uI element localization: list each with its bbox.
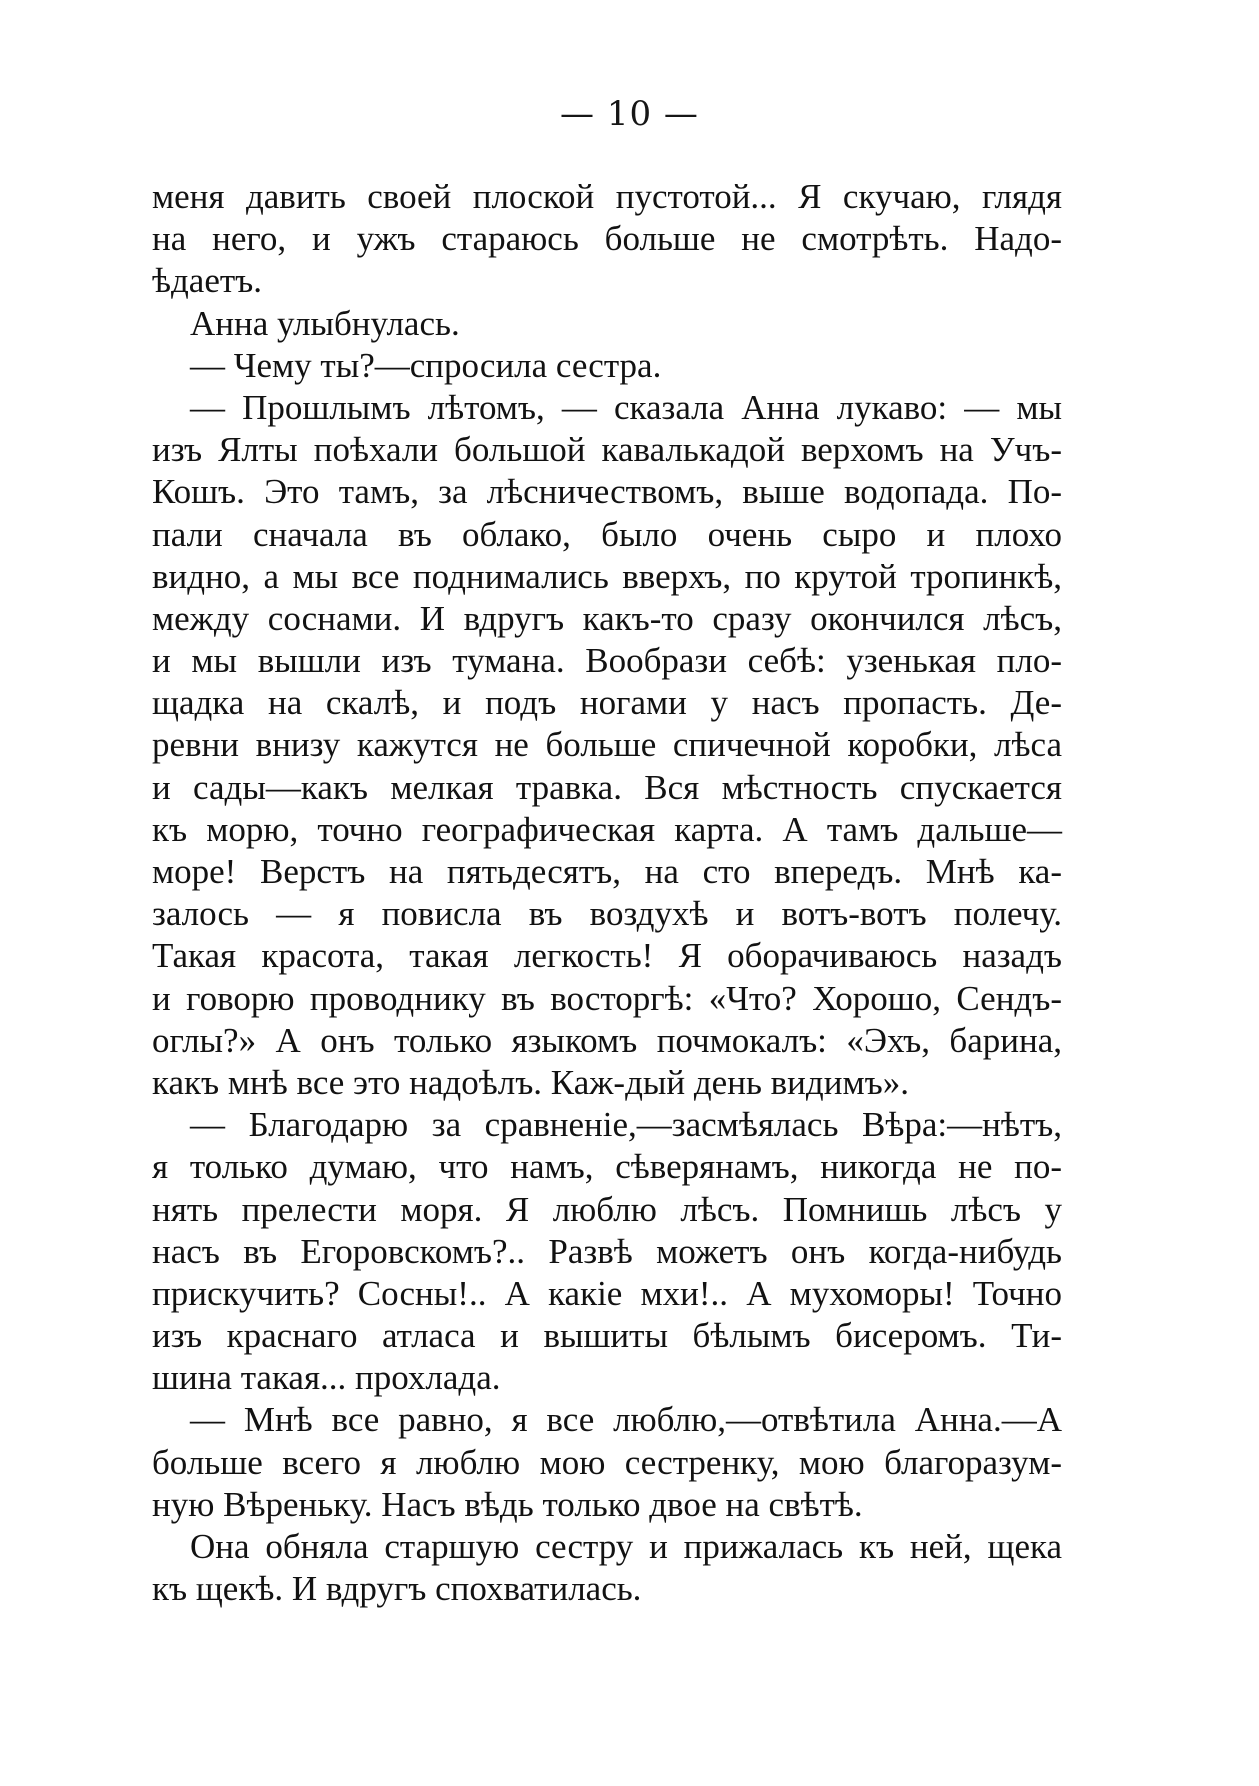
text-line: какъ мнѣ все это надоѣлъ. Каж-дый день видимъ». (152, 1062, 909, 1102)
text-line: изъ Ялты поѣхали большой кавалькадой верхомъ на Учъ- (152, 430, 1062, 470)
text-line: Такая красота, такая легкость! Я оборачиваюсь назадъ (152, 936, 1062, 976)
text-line: — Прошлымъ лѣтомъ, — сказала Анна лукаво: — мы (190, 387, 1062, 427)
text-line: я только думаю, что намъ, сѣверянамъ, никогда не по- (152, 1147, 1062, 1187)
text-line: больше всего я люблю мою сестренку, мою благоразум- (152, 1442, 1062, 1482)
text-line: изъ краснаго атласа и вышиты бѣлымъ бисеромъ. Ти- (152, 1316, 1062, 1356)
text-line: пали сначала въ облако, было очень сыро и плохо (152, 514, 1062, 554)
text-line: къ морю, точно географическая карта. А тамъ дальше— (152, 809, 1062, 849)
text-line: Кошъ. Это тамъ, за лѣсничествомъ, выше водопада. По- (152, 472, 1062, 512)
text-line: залось — я повисла въ воздухѣ и вотъ-вотъ полечу. (152, 894, 1062, 934)
text-line: щадка на скалѣ, и подъ ногами у насъ пропасть. Де- (152, 683, 1062, 723)
text-line: шина такая... прохлада. (152, 1358, 501, 1398)
text-line: прискучить? Сосны!.. А какіе мхи!.. А мухоморы! Точно (152, 1273, 1062, 1313)
text-line: — Мнѣ все равно, я все люблю,—отвѣтила Анна.—А (190, 1400, 1062, 1440)
text-line: Она обняла старшую сестру и прижалась къ ней, щека (190, 1527, 1062, 1566)
text-line: нять прелести моря. Я люблю лѣсъ. Помнишь лѣсъ у (152, 1189, 1062, 1229)
text-line: ѣдаетъ. (152, 261, 263, 301)
body-text (152, 176, 1062, 1610)
text-line: ревни внизу кажутся не больше спичечной коробки, лѣса (152, 725, 1062, 765)
text-line: и мы вышли изъ тумана. Вообрази себѣ: узенькая пло- (152, 641, 1062, 681)
page-number: — 10 — (560, 94, 699, 134)
text-line: меня давить своей плоской пустотой... Я скучаю, глядя (152, 177, 1062, 216)
text-line: къ щекѣ. И вдругъ спохватилась. (152, 1569, 642, 1609)
text-line: море! Верстъ на пятьдесятъ, на сто впередъ. Мнѣ ка- (152, 852, 1062, 891)
text-line: — Чему ты?—спросила сестра. (190, 345, 662, 385)
text-line: насъ въ Егоровскомъ?.. Развѣ можетъ онъ когда-нибудь (152, 1231, 1062, 1271)
text-line: Анна улыбнулась. (190, 303, 460, 343)
text-line: между соснами. И вдругъ какъ-то сразу окончился лѣсъ, (152, 598, 1062, 638)
text-line: оглы?» А онъ только языкомъ почмокалъ: «Эхъ, барина, (152, 1020, 1062, 1060)
text-line: и говорю проводнику въ восторгѣ: «Что? Хорошо, Сендъ- (152, 978, 1062, 1018)
text-line: ную Вѣреньку. Насъ вѣдь только двое на свѣтѣ. (152, 1484, 863, 1524)
text-line: видно, а мы все поднимались вверхъ, по крутой тропинкѣ, (152, 556, 1062, 596)
text-line: и сады—какъ мелкая травка. Вся мѣстность спускается (152, 767, 1062, 807)
text-line: на него, и ужъ стараюсь больше не смотрѣть. Надо- (152, 219, 1062, 259)
text-line: — Благодарю за сравненіе,—засмѣялась Вѣра:—нѣтъ, (190, 1105, 1062, 1145)
